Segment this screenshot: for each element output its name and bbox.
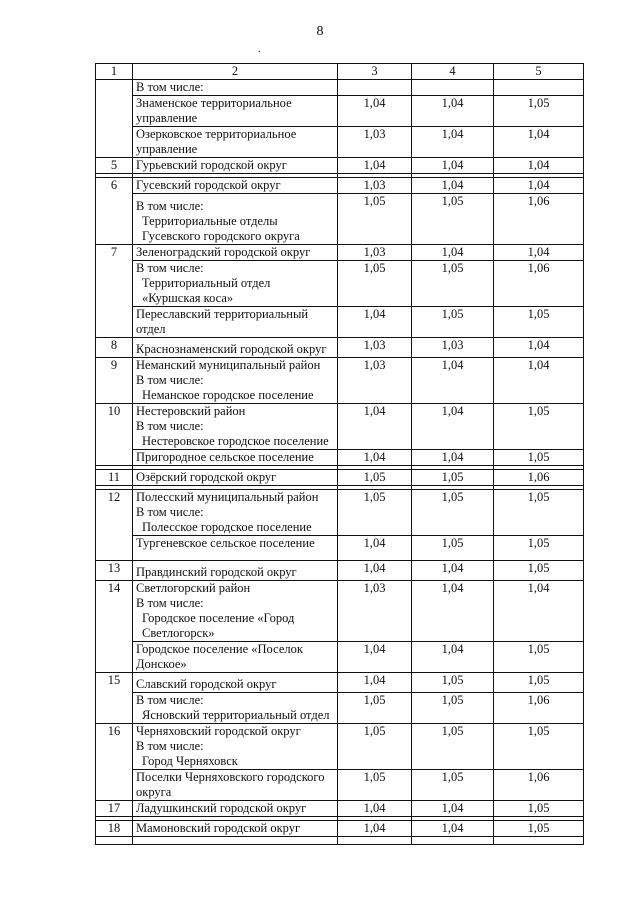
value-col5: 1,06 bbox=[494, 194, 584, 245]
value-col4: 1,05 bbox=[412, 770, 494, 801]
value-col5: 1,04 bbox=[494, 178, 584, 194]
value-col3: 1,04 bbox=[338, 96, 412, 127]
value-col5: 1,05 bbox=[494, 404, 584, 450]
row-label: Озерковское территориальное управление bbox=[133, 127, 338, 158]
value-col3: 1,05 bbox=[338, 194, 412, 245]
row-label: Славский городской округ bbox=[133, 673, 338, 693]
value-col4: 1,04 bbox=[412, 821, 494, 837]
value-col5: 1,06 bbox=[494, 693, 584, 724]
value-col3: 1,05 bbox=[338, 693, 412, 724]
value-col4: 1,04 bbox=[412, 581, 494, 642]
row-label: Знаменское территориальное управление bbox=[133, 96, 338, 127]
row-label: Городское поселение «Поселок Донское» bbox=[133, 642, 338, 673]
value-col4: 1,05 bbox=[412, 724, 494, 770]
value-col3: 1,05 bbox=[338, 470, 412, 486]
value-col3: 1,04 bbox=[338, 642, 412, 673]
row-label: Гурьевский городской округ bbox=[133, 158, 338, 174]
table-row bbox=[96, 96, 584, 127]
value-col5: 1,05 bbox=[494, 673, 584, 693]
value-col3: 1,04 bbox=[338, 821, 412, 837]
value-col4: 1,04 bbox=[412, 404, 494, 450]
value-col3: 1,05 bbox=[338, 261, 412, 307]
table-row bbox=[96, 245, 584, 261]
value-col5: 1,06 bbox=[494, 470, 584, 486]
table-row bbox=[96, 404, 584, 450]
value-col3: 1,04 bbox=[338, 561, 412, 581]
value-col4: 1,05 bbox=[412, 307, 494, 338]
table-row bbox=[96, 194, 584, 245]
value-col4: 1,04 bbox=[412, 127, 494, 158]
value-col4: 1,03 bbox=[412, 338, 494, 358]
row-label: Полесский муниципальный район В том числе: Полесское городское поселение bbox=[133, 490, 338, 536]
value-col4: 1,04 bbox=[412, 245, 494, 261]
value-col4: 1,05 bbox=[412, 693, 494, 724]
row-number: 18 bbox=[96, 821, 133, 837]
value-col4: 1,05 bbox=[412, 536, 494, 561]
value-col5: 1,05 bbox=[494, 450, 584, 466]
row-label: Правдинский городской округ bbox=[133, 561, 338, 581]
row-label: Мамоновский городской округ bbox=[133, 821, 338, 837]
value-col5: 1,05 bbox=[494, 801, 584, 817]
row-label: Озёрский городской округ bbox=[133, 470, 338, 486]
value-col3: 1,03 bbox=[338, 581, 412, 642]
row-number: 8 bbox=[96, 338, 133, 358]
row-number: 9 bbox=[96, 358, 133, 404]
value-col3: 1,04 bbox=[338, 158, 412, 174]
table-row bbox=[96, 490, 584, 536]
value-col5: 1,05 bbox=[494, 490, 584, 536]
row-label: Тургеневское сельское поселение bbox=[133, 536, 338, 561]
value-col3: 1,03 bbox=[338, 338, 412, 358]
row-label: Пригородное сельское поселение bbox=[133, 450, 338, 466]
value-col5: 1,04 bbox=[494, 127, 584, 158]
value-col5: 1,05 bbox=[494, 96, 584, 127]
table-row bbox=[96, 770, 584, 801]
column-header-3: 3 bbox=[338, 64, 412, 80]
table-row bbox=[96, 536, 584, 561]
row-number: 6 bbox=[96, 178, 133, 245]
column-header-4: 4 bbox=[412, 64, 494, 80]
row-number: 10 bbox=[96, 404, 133, 466]
table-row bbox=[96, 673, 584, 693]
table-row bbox=[96, 450, 584, 466]
value-col3: 1,03 bbox=[338, 358, 412, 404]
value-col5: 1,04 bbox=[494, 581, 584, 642]
value-col5: 1,05 bbox=[494, 821, 584, 837]
row-label: Поселки Черняховского городского округа bbox=[133, 770, 338, 801]
row-number: 11 bbox=[96, 470, 133, 486]
row-label: В том числе: Территориальные отделы Гусевского городского округа bbox=[133, 194, 338, 245]
value-col4: 1,05 bbox=[412, 261, 494, 307]
value-col5: 1,05 bbox=[494, 536, 584, 561]
value-col3: 1,05 bbox=[338, 724, 412, 770]
value-col4: 1,05 bbox=[412, 673, 494, 693]
value-col3: 1,03 bbox=[338, 245, 412, 261]
row-label: Светлогорский район В том числе: Городское поселение «Город Светлогорск» bbox=[133, 581, 338, 642]
column-header-2: 2 bbox=[133, 64, 338, 80]
value-col4: 1,04 bbox=[412, 158, 494, 174]
value-col3: 1,05 bbox=[338, 770, 412, 801]
row-label: Гусевский городской округ bbox=[133, 178, 338, 194]
value-col4: 1,04 bbox=[412, 96, 494, 127]
row-number: 7 bbox=[96, 245, 133, 338]
value-col3: 1,04 bbox=[338, 307, 412, 338]
table-row bbox=[96, 470, 584, 486]
value-col4: 1,04 bbox=[412, 642, 494, 673]
value-col4: 1,04 bbox=[412, 561, 494, 581]
row-label: В том числе: bbox=[133, 80, 338, 96]
row-number: 17 bbox=[96, 801, 133, 817]
value-col4: 1,05 bbox=[412, 470, 494, 486]
value-col5: 1,06 bbox=[494, 261, 584, 307]
value-col5: 1,05 bbox=[494, 642, 584, 673]
row-number: 16 bbox=[96, 724, 133, 801]
row-number: 12 bbox=[96, 490, 133, 561]
row-label: Переславский территориальный отдел bbox=[133, 307, 338, 338]
value-col3: 1,05 bbox=[338, 490, 412, 536]
row-label: Краснознаменский городской округ bbox=[133, 338, 338, 358]
row-number: 5 bbox=[96, 158, 133, 174]
table-row bbox=[96, 358, 584, 404]
value-col5: 1,06 bbox=[494, 770, 584, 801]
row-label: Ладушкинский городской округ bbox=[133, 801, 338, 817]
value-col3: 1,03 bbox=[338, 127, 412, 158]
value-col3: 1,04 bbox=[338, 801, 412, 817]
row-number: 13 bbox=[96, 561, 133, 581]
stray-dot: . bbox=[258, 44, 261, 55]
value-col4: 1,05 bbox=[412, 490, 494, 536]
value-col4: 1,04 bbox=[412, 801, 494, 817]
value-col4: 1,05 bbox=[412, 194, 494, 245]
value-col3: 1,04 bbox=[338, 450, 412, 466]
value-col5: 1,05 bbox=[494, 561, 584, 581]
row-number: 14 bbox=[96, 581, 133, 673]
value-col5: 1,04 bbox=[494, 358, 584, 404]
row-label: Нестеровский район В том числе: Нестеровское городское поселение bbox=[133, 404, 338, 450]
coefficients-table bbox=[95, 63, 584, 845]
table-row bbox=[96, 642, 584, 673]
header-row bbox=[96, 64, 584, 80]
table-row bbox=[96, 307, 584, 338]
value-col4: 1,04 bbox=[412, 358, 494, 404]
table-row bbox=[96, 693, 584, 724]
value-col5: 1,05 bbox=[494, 724, 584, 770]
value-col3: 1,04 bbox=[338, 404, 412, 450]
value-col5: 1,04 bbox=[494, 158, 584, 174]
row-label: Черняховский городской округ В том числе: Город Черняховск bbox=[133, 724, 338, 770]
value-col4: 1,04 bbox=[412, 450, 494, 466]
table-row bbox=[96, 561, 584, 581]
table-row bbox=[96, 178, 584, 194]
table-row bbox=[96, 127, 584, 158]
value-col3: 1,03 bbox=[338, 178, 412, 194]
value-col3: 1,04 bbox=[338, 673, 412, 693]
value-col5: 1,04 bbox=[494, 245, 584, 261]
row-number: 15 bbox=[96, 673, 133, 724]
row-label: В том числе: Ясновский территориальный отдел bbox=[133, 693, 338, 724]
table-row bbox=[96, 338, 584, 358]
table-row bbox=[96, 261, 584, 307]
row-label: Зеленоградский городской округ bbox=[133, 245, 338, 261]
table-row bbox=[96, 724, 584, 770]
table-row bbox=[96, 581, 584, 642]
value-col5: 1,05 bbox=[494, 307, 584, 338]
table-row bbox=[96, 821, 584, 837]
page-number: 8 bbox=[316, 24, 324, 39]
table-row bbox=[96, 801, 584, 817]
row-number bbox=[96, 80, 133, 158]
column-header-1: 1 bbox=[96, 64, 133, 80]
table-row bbox=[96, 80, 584, 96]
value-col4: 1,04 bbox=[412, 178, 494, 194]
value-col5: 1,04 bbox=[494, 338, 584, 358]
row-label: Неманский муниципальный район В том числе: Неманское городское поселение bbox=[133, 358, 338, 404]
column-header-5: 5 bbox=[494, 64, 584, 80]
value-col3: 1,04 bbox=[338, 536, 412, 561]
row-label: В том числе: Территориальный отдел «Куршская коса» bbox=[133, 261, 338, 307]
table-row bbox=[96, 158, 584, 174]
